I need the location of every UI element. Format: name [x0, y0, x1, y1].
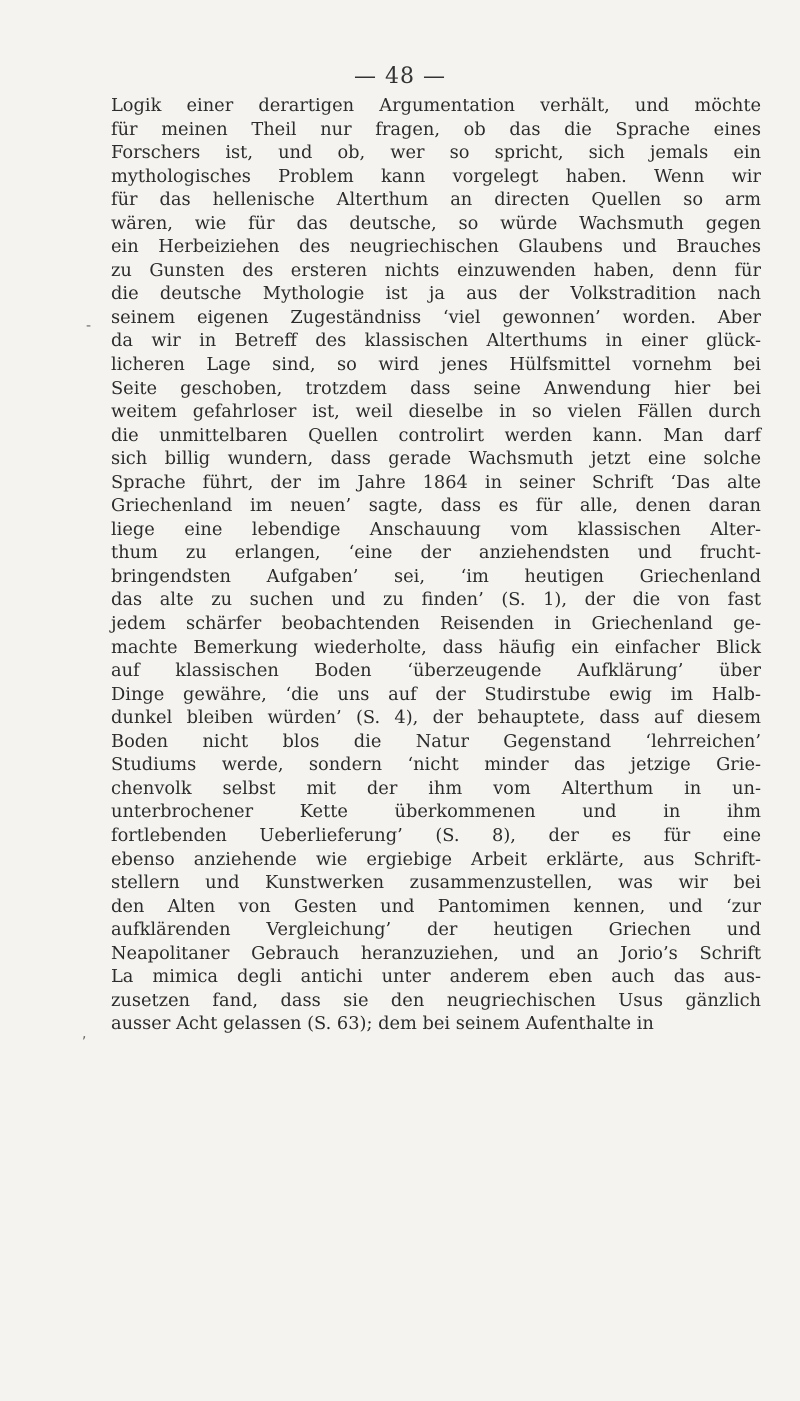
text-line: jedem schärfer beobachtenden Reisenden in Griechenland ge- — [111, 613, 761, 635]
text-line: bringendsten Aufgaben’ sei, ‘im heutigen Griechenland — [111, 565, 761, 587]
text-line: licheren Lage sind, so wird jenes Hülfsmittel vornehm bei — [111, 354, 761, 376]
text-line: stellern und Kunstwerken zusammenzustellen, was wir bei — [111, 872, 761, 894]
text-line: ein Herbeiziehen des neugriechischen Glaubens und Brauches — [111, 236, 761, 258]
text-line: Forschers ist, und ob, wer so spricht, sich jemals ein — [111, 142, 761, 164]
text-line: mythologisches Problem kann vorgelegt haben. Wenn wir — [111, 165, 761, 187]
text-line: chenvolk selbst mit der ihm vom Alterthum in un- — [111, 777, 761, 799]
margin-mark: , — [82, 1026, 87, 1042]
text-line: thum zu erlangen, ‘eine der anziehendsten und frucht- — [111, 542, 761, 564]
text-line: Boden nicht blos die Natur Gegenstand ‘lehrreichen’ — [111, 730, 761, 752]
text-line: ausser Acht gelassen (S. 63); dem bei seinem Aufenthalte in — [111, 1013, 654, 1035]
text-line: die unmittelbaren Quellen controlirt werden kann. Man darf — [111, 424, 761, 446]
text-line: Logik einer derartigen Argumentation verhält, und möchte — [111, 95, 761, 116]
text-line: unterbrochener Kette überkommenen und in ihm — [111, 801, 761, 823]
text-line: Neapolitaner Gebrauch heranzuziehen, und an Jorio’s Schrift — [111, 942, 761, 964]
text-line: Seite geschoben, trotzdem dass seine Anwendung hier bei — [111, 377, 761, 399]
text-line: da wir in Betreff des klassischen Alterthums in einer glück- — [111, 330, 761, 352]
text-line: fortlebenden Ueberlieferung’ (S. 8), der es für eine — [111, 824, 761, 846]
text-line: liege eine lebendige Anschauung vom klassischen Alter- — [111, 518, 761, 540]
text-line: Griechenland im neuen’ sagte, dass es für alle, denen daran — [111, 495, 761, 517]
text-line: den Alten von Gesten und Pantomimen kennen, und ‘zur — [111, 895, 761, 917]
text-line: das alte zu suchen und zu finden’ (S. 1), der die von fast — [111, 589, 761, 611]
margin-mark: - — [86, 318, 92, 334]
text-line: zusetzen fand, dass sie den neugriechischen Usus gänzlich — [111, 989, 761, 1011]
text-line: seinem eigenen Zugeständniss ‘viel gewonnen’ worden. Aber — [111, 306, 761, 328]
text-line: aufklärenden Vergleichung’ der heutigen Griechen und — [111, 919, 761, 941]
text-line: für das hellenische Alterthum an directen Quellen so arm — [111, 189, 761, 211]
text-line: dunkel bleiben würden’ (S. 4), der behauptete, dass auf diesem — [111, 707, 761, 729]
body-text — [111, 94, 761, 1036]
page-number: — 48 — — [354, 64, 446, 89]
text-line: ebenso anziehende wie ergiebige Arbeit erklärte, aus Schrift- — [111, 848, 761, 870]
text-line: Dinge gewähre, ‘die uns auf der Studirstube ewig im Halb- — [111, 683, 761, 705]
text-line: für meinen Theil nur fragen, ob das die Sprache eines — [111, 118, 761, 140]
text-line: Studiums werde, sondern ‘nicht minder das jetzige Grie- — [111, 754, 761, 776]
text-line: machte Bemerkung wiederholte, dass häufig ein einfacher Blick — [111, 636, 761, 658]
text-line: die deutsche Mythologie ist ja aus der Volkstradition nach — [111, 283, 761, 305]
text-line: La mimica degli antichi unter anderem eben auch das aus- — [111, 966, 761, 988]
text-line: Sprache führt, der im Jahre 1864 in seiner Schrift ‘Das alte — [111, 471, 761, 493]
text-line: auf klassischen Boden ‘überzeugende Aufklärung’ über — [111, 660, 761, 682]
text-line: wären, wie für das deutsche, so würde Wachsmuth gegen — [111, 212, 761, 234]
text-line: sich billig wundern, dass gerade Wachsmuth jetzt eine solche — [111, 448, 761, 470]
text-line: zu Gunsten des ersteren nichts einzuwenden haben, denn für — [111, 259, 761, 281]
text-line: weitem gefahrloser ist, weil dieselbe in so vielen Fällen durch — [111, 401, 761, 423]
